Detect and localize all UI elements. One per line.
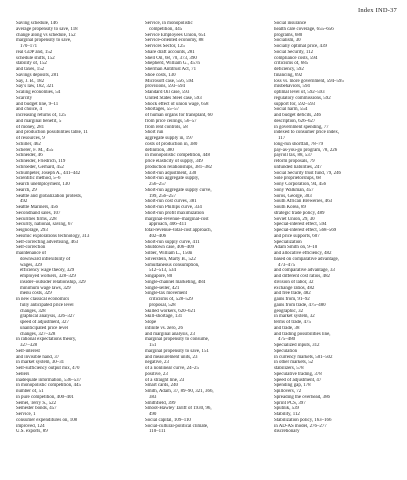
index-entry: maintenance of (16, 251, 47, 256)
index-entry: unanticipated price level (20, 325, 69, 331)
index-entry: payroll tax, 88, 537 (274, 153, 313, 159)
index-entry: 492 (20, 199, 28, 205)
index-entry: Speculative trading, 378 (274, 371, 322, 377)
index-entry: Search unemployment, 130 (16, 182, 70, 187)
index-entry: U.S. exports, 89 (16, 429, 48, 435)
index-entry: Service-oriented economy, 88 (145, 38, 204, 44)
index-entry: Self-sufficiency output mix, 470 (16, 366, 80, 371)
index-entry: Short-run aggregate supply, (145, 176, 200, 182)
index-entry: Seignorage, 293 (16, 228, 48, 233)
index-entry: employed workers, 328–329 (20, 274, 76, 279)
index-entry: description, 626–627 (274, 118, 316, 124)
index-entry: Self-correction (16, 245, 46, 251)
index-entry: and production possibilities table, 11 (16, 130, 88, 136)
index-entry: in government spending, 77 (274, 124, 329, 130)
index-entry: Shell Oil, 68, 70, 373, 390 (145, 55, 197, 61)
index-entry: division of labor, 32 (274, 279, 314, 285)
index-entry: fully anticipated price level (20, 302, 74, 308)
index-entry: pay-as-you-go program, 78, 226 (274, 147, 338, 153)
index-entry: Microsoft case, 556, 594 (145, 78, 194, 84)
index-entry: based on comparative advantage, (274, 256, 339, 262)
index-entry: misbehaviors, 594 (274, 84, 310, 90)
index-entry: aggregate supply in, 197 (145, 136, 194, 141)
index-entry: Say, J. B., 182 (16, 78, 45, 84)
index-entry: Say's law, 182, 321 (16, 84, 54, 90)
index-entry: menu costs, 329 (20, 291, 52, 297)
index-entry: and different cost ratios, 482 (274, 274, 331, 279)
index-entry: 512–513, 534 (149, 268, 176, 274)
index-entry: marginal propensity to save, (16, 38, 72, 44)
index-entry: financing, 692 (274, 72, 303, 78)
index-entry: reform proposals, 79 (274, 159, 315, 164)
index-entry: loss vs. more government, 594–595 (274, 78, 344, 84)
index-entry: Scarcity (16, 95, 33, 101)
index-entry: Seattle and globalization protests, (16, 193, 83, 199)
index-entry: and marginal benefit, 5 (16, 118, 62, 124)
index-entry: approach, 406–411 (149, 222, 187, 228)
index-entry: in new classical economics (16, 297, 70, 302)
index-entry: change along vs schedule, 152 (16, 32, 76, 38)
index-entry: Service, 1 (16, 412, 36, 417)
index-entry: Shoe costs, 130 (145, 72, 176, 78)
index-entry: speed of adjustment, 327 (20, 320, 69, 325)
index-entry: costs of production in, 380 (145, 141, 198, 147)
index-entry: unfunded liabilities, 247 (274, 164, 322, 170)
index-entry: health care coverage, 655–656 (274, 26, 334, 32)
index-entry: Service Employees Union, 651 (145, 32, 206, 38)
index-entry: and budget deficits, 246 (274, 113, 321, 118)
index-entry: South African Breweries, 463 (274, 199, 333, 205)
index-entry: Sony Walkman, 457 (274, 187, 314, 193)
index-entry: Soviet Union, 29, 30 (274, 216, 315, 222)
index-entry: and invisible hand, 37 (16, 354, 60, 360)
index-entry: Schroeder, Gerhard, 452 (16, 164, 64, 170)
index-entry: Scherer, F. M., 455 (16, 147, 54, 153)
index-entry: schedule shifts, 152 (16, 55, 55, 61)
index-entry: average propensity to save, 118 (16, 26, 78, 32)
index-entry: in market system, 30–31 (16, 360, 65, 366)
index-entry: production relationships, 381–382 (145, 164, 212, 170)
index-entry: compliance costs, 594 (274, 55, 318, 61)
index-entry: Schiller, 462 (16, 141, 41, 147)
index-entry: Skilled workers, 620–621 (145, 308, 196, 314)
index-entry: 256–257 (149, 182, 167, 187)
index-entry: regulatory commissions, 592 (274, 95, 331, 101)
index-entry: Sprint PCS, 397 (274, 400, 306, 406)
index-entry: Shock effect of union wage, 658 (145, 101, 209, 107)
index-entry: inadequate information, 536–537 (16, 377, 82, 383)
index-entry: Smith, Adam, 37, 89–90, 321, 366, (145, 389, 214, 394)
index-entry: Speed of adjustment, 47 (274, 377, 322, 383)
index-entry: from rent controls, 58 (145, 124, 188, 130)
index-entry: support for, 592–593 (274, 101, 315, 107)
index-entry: Short-run supply curve, 411 (145, 239, 200, 245)
index-entry: Sole proprietorships, 68 (274, 176, 321, 182)
running-head: Index IND-37 (357, 7, 397, 14)
index-entry: of a straight line, 23 (145, 377, 185, 383)
index-entry: 151 (149, 343, 157, 348)
index-entry: Schumpeter, Joseph A., 441–442 (16, 170, 81, 176)
index-entry: Services Sector, 125 (145, 44, 185, 49)
index-entry: Special-interest effect, 594 (274, 222, 327, 228)
index-entry: indexed to consumer price index, (274, 130, 340, 136)
index-entry: Single-channel marketing, 484 (145, 279, 206, 285)
index-entry: increasing returns of, 125 (16, 113, 66, 118)
index-entry: Short-run aggregate supply curve, (145, 187, 212, 193)
index-entry: and comparative advantage, 33 (274, 268, 335, 274)
index-entry: positive, 23 (145, 371, 168, 377)
index-entry: in rational expectations theory, (16, 337, 77, 343)
index-entry: graphical analysis, 326–327 (20, 314, 75, 320)
index-entry: Scaling economies, 54 (16, 90, 61, 95)
index-entry: exchange ratios, 482 (274, 285, 315, 291)
index-entry: Specialization (274, 239, 302, 245)
index-entry: discretionary (274, 429, 300, 435)
index-entry: Sellers (16, 371, 30, 377)
index-entry: Service, in monopolistic (145, 21, 193, 26)
index-entry: Skill-shortage, 131 (145, 314, 183, 320)
index-entry: Sputnik, 539 (274, 406, 299, 412)
index-entry: terms of trade, 475 (274, 320, 311, 325)
index-entry: and price supports, 607 (274, 233, 320, 239)
index-entry: provisions, 593–594 (145, 84, 185, 90)
index-entry: Smithfield, 399 (145, 400, 176, 406)
index-entry: Social harm, 554 (274, 107, 308, 113)
index-entry: Search, 29 (16, 187, 37, 193)
index-entry: gains from trade, 475–480 (274, 302, 326, 308)
index-entry: programs, 680 (274, 32, 303, 38)
index-entry: Socially optimal price, 439 (274, 44, 327, 49)
index-entry: and marginal analysis, 23 (145, 331, 195, 337)
index-entry: and free trade, 482 (274, 291, 311, 297)
index-entry: Scientific method, 5–6 (16, 176, 61, 182)
index-entry: criticisms of, 685 (274, 61, 309, 67)
index-entry: in currency markets, 501–502 (274, 354, 333, 360)
index-entry: of resources, 9 (16, 136, 45, 141)
index-entry: Spending gap, 178 (274, 383, 311, 389)
index-entry: marginal propensity to save, 151 (145, 348, 209, 354)
index-entry: consumer expenditures on, 108 (16, 417, 78, 423)
index-entry: Simultaneous consumption, (145, 262, 200, 268)
index-entry: infinite vs. zero, 26 (145, 325, 183, 331)
index-entry: Savings deposits, 281 (16, 72, 59, 78)
index-entry: and choice, 4 (16, 107, 42, 113)
index-entry: United States Steel case, 593 (145, 95, 202, 101)
index-entry: Shortages, 55–57 (145, 107, 179, 113)
index-entry: Semester bonds, 457 (16, 406, 57, 412)
index-entry: 490 (149, 412, 157, 417)
index-entry: Social-cultural-political climate, (145, 423, 209, 429)
index-entry: 117 (278, 136, 286, 141)
index-entry: 110–111 (149, 429, 166, 435)
index-entry: wages, 329 (20, 262, 43, 268)
index-entry: Soros, George, 303 (274, 193, 312, 199)
index-entry: Social capital, 109–110 (145, 417, 191, 423)
index-entry: 383 (149, 394, 157, 400)
index-entry: Sherman Antitrust Act, 71 (145, 67, 197, 72)
index-entry: Share draft accounts, 281 (145, 49, 195, 55)
index-entry: of money, 281 (16, 124, 45, 130)
index-entry: marginal-revenue–marginal-cost (145, 216, 209, 222)
index-entry: Seattle Mariners, 456 (16, 205, 58, 210)
index-entry: Social Security, 112 (274, 49, 314, 55)
index-entry: 170–171 (20, 44, 38, 49)
index-entry: and trading possibilities line, (274, 331, 331, 337)
index-column-1 (16, 21, 138, 476)
index-entry: 199, 256–257 (149, 193, 176, 199)
index-entry: in AD-AS model, 276–277 (274, 423, 327, 429)
index-entry: negative, 23 (145, 360, 169, 366)
index-entry: Short-run profit maximization (145, 210, 204, 216)
index-entry: Silverstein, Marty B., 522 (145, 256, 196, 262)
index-entry: criticisms of, 528–529 (149, 297, 193, 302)
index-entry: real GDP and, 152 (16, 49, 53, 55)
index-entry: and measurement units, 23 (145, 354, 198, 360)
index-entry: Short-run cost curves, 381 (145, 199, 197, 205)
index-entry: 475–480 (278, 337, 296, 343)
index-entry: changes, 327–328 (20, 331, 56, 337)
index-entry: number of, 51 (16, 389, 44, 394)
index-entry: 327–328 (20, 343, 38, 348)
index-entry: and budget line, 9–11 (16, 101, 59, 107)
index-entry: Slope (145, 320, 157, 325)
index-entry: Single-tax movement (145, 291, 187, 297)
index-entry: Schneider, Friedrich, 119 (16, 159, 66, 164)
index-entry: Self-interest (16, 348, 40, 354)
index-entry: in pure competition, 400–401 (16, 394, 74, 400)
index-entry: long-run shortfall, 78–79 (274, 141, 324, 147)
index-entry: minimum wage laws, 329 (20, 285, 71, 291)
index-entry: improved, 124 (16, 423, 45, 429)
index-entry: in monopolistic competition, 445 (16, 383, 81, 389)
index-entry: stability of, 152 (16, 61, 47, 67)
index-entry: Schneider, 46 (16, 153, 43, 159)
index-entry: Adam Smith on, 9–10 (274, 245, 318, 251)
index-entry: competition, 445 (149, 26, 183, 32)
index-entry: proposal, 528 (149, 302, 176, 308)
index-entry: changes, 328 (20, 308, 46, 314)
index-entry: and trade, 38 (274, 325, 300, 331)
index-entry: Short-run adjustment, 330 (145, 170, 197, 176)
index-entry: downward inflexibility of (20, 256, 71, 262)
index-entry: Social Security trust fund, 79, 246 (274, 170, 341, 176)
index-columns (16, 21, 396, 476)
index-entry: Spreading the overhead, 386 (274, 394, 330, 400)
index-entry: efficiency wage theory, 329 (20, 268, 75, 274)
index-entry: Seismic explorations technology, 313 (16, 233, 90, 239)
index-entry: Stabilization policy, 163–166 (274, 417, 332, 423)
index-entry: Speculation (274, 348, 298, 354)
index-entry: Shutdown case, 406–409 (145, 245, 195, 251)
index-column-2 (145, 21, 267, 476)
index-entry: 402–406 (149, 233, 167, 239)
index-entry: South Korea, 89 (274, 205, 306, 210)
index-entry: in other markets, 52 (274, 360, 314, 366)
index-entry: Silber, William L., 150n (145, 251, 193, 256)
index-entry: Singapore, 80 (145, 274, 173, 279)
index-entry: 473–475 (278, 262, 296, 268)
index-entry: Special-interest effect, 568–569 (274, 228, 337, 233)
index-entry: marginal propensity to consume, (145, 337, 210, 343)
index-entry: Spillovers, 72 (274, 389, 302, 394)
index-entry: from price ceilings, 56–57 (145, 118, 197, 124)
index-entry: Securities firms, 228 (16, 216, 57, 222)
index-entry: Security, national, saving, 67 (16, 222, 73, 228)
index-entry: Secondhand sales, 107 (16, 210, 61, 216)
index-entry: definition, 380 (145, 147, 174, 153)
index-entry: strategic trade policy, 489 (274, 210, 325, 216)
index-entry: and allocative efficiency, 482 (274, 251, 332, 256)
index-entry: and taxes, 152 (16, 67, 45, 72)
index-entry: Smart cards, 240 (145, 383, 179, 389)
index-column-3 (274, 21, 396, 476)
index-entry: Saving schedule, 146 (16, 21, 58, 26)
index-entry: Shepherd, William G., 457n (145, 61, 200, 67)
index-entry: in monopolistic competition, 448 (145, 153, 210, 159)
index-entry: total-revenue–total-cost approach, (145, 228, 212, 233)
index-entry: Smoot-Hawley Tariff of 1930, 96, (145, 406, 212, 412)
index-entry: Standard Oil case, 593 (145, 90, 190, 95)
index-entry: Social insurance (274, 21, 307, 26)
index-entry: Semel, Terry S., 522 (16, 400, 57, 406)
index-entry: Socialism, 30 (274, 38, 301, 44)
index-entry: Short run (145, 130, 164, 136)
index-entry: in market system, 32 (274, 314, 315, 320)
index-entry: Self-correcting advertising, 463 (16, 239, 79, 245)
index-entry: stabilizers, 578 (274, 366, 304, 371)
index-entry: price elasticity of supply, 349 (145, 159, 203, 164)
index-entry: Sony Corporation, 94, 456 (274, 182, 327, 187)
index-entry: gains from, 91–92 (274, 297, 310, 302)
index-entry: of human organs for transplant, 60 (145, 113, 213, 118)
index-entry: insider–outsider relationship, 329 (20, 279, 86, 285)
index-entry: geographic, 32 (274, 308, 304, 314)
index-entry: Specialized inputs, 312 (274, 343, 320, 348)
index-entry: Short-run Phillips curve, 334 (145, 205, 202, 210)
index-entry: deficiency, 592 (274, 67, 304, 72)
index-entry: Stability, 112 (274, 412, 300, 417)
index-entry: Single-seller, 421 (145, 285, 180, 291)
index-entry: of a nonlinear curve, 24–25 (145, 366, 199, 371)
index-entry: optimal level of, 592–593 (274, 90, 325, 95)
